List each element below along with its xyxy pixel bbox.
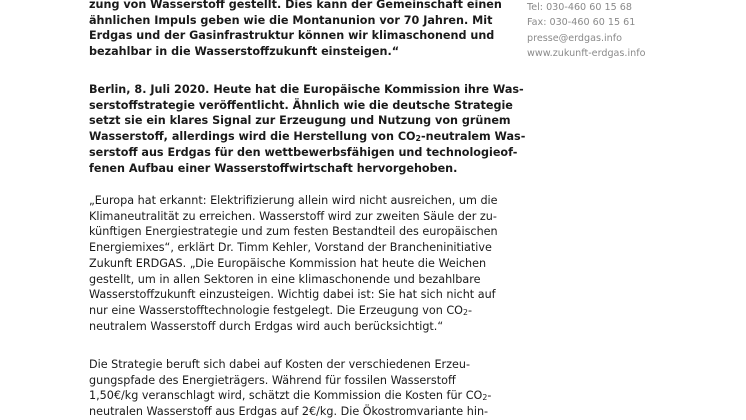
contact-fax: Fax: 030-460 60 15 61 xyxy=(527,17,636,29)
body-line: Energiemixes“, erklärt Dr. Timm Kehler, Vorstand der Brancheninitiative xyxy=(89,241,492,255)
body-paragraph xyxy=(89,193,509,334)
body-line: neutralem Wasserstoff durch Erdgas wird auch berücksichtigt.“ xyxy=(89,319,444,333)
quote-line: Erdgas und der Gasinfrastruktur können wir klimaschonend und xyxy=(89,29,495,43)
lead-text: -neutralem Was- xyxy=(421,130,526,144)
lead-text: Wasserstoff, allerdings wird die Herstellung von CO xyxy=(89,130,416,144)
body-line xyxy=(89,303,509,319)
body-text: - xyxy=(467,303,473,317)
contact-website[interactable]: www.zukunft-erdgas.info xyxy=(527,48,646,60)
contact-email[interactable]: presse@erdgas.info xyxy=(527,32,622,44)
lead-line: setzt sie ein klares Signal zur Erzeugung und Nutzung von grünem xyxy=(89,114,511,128)
quote-line: ähnlichen Impuls geben wie die Montanunion vor 70 Jahren. Mit xyxy=(89,13,493,27)
body-text: nur eine Wasserstofftechnologie festgelegt. Die Erzeugung von CO xyxy=(89,303,463,317)
lead-line: fenen Aufbau einer Wasserstoffwirtschaft hervorgehoben. xyxy=(89,161,458,175)
lead-paragraph xyxy=(89,82,526,176)
body-line: Wasserstoffzukunft einzusteigen. Wichtig dabei ist: Sie hat sich nicht auf xyxy=(89,288,496,302)
body-line: Die Strategie beruft sich dabei auf Kosten der verschiedenen Erzeu- xyxy=(89,358,470,371)
body-line xyxy=(89,388,509,404)
lead-line: serstoff aus Erdgas für den wettbewerbsfähigen und technologieof- xyxy=(89,145,518,159)
body-text: 1,50€/kg veranschlagt wird, schätzt die Kommission die Kosten für CO xyxy=(89,389,483,403)
body-line: Klimaneutralität zu erreichen. Wasserstoff wird zur zweiten Säule der zu- xyxy=(89,209,497,223)
contact-info xyxy=(527,0,737,62)
body-line: künftigen Energiestrategie und zum festen Bestandteil des europäischen xyxy=(89,225,498,239)
quote-line: bezahlbar in die Wasserstoffzukunft einsteigen.“ xyxy=(89,45,400,59)
lead-line: Berlin, 8. Juli 2020. Heute hat die Europäische Kommission ihre Was- xyxy=(89,83,524,96)
subscript: 2 xyxy=(415,134,421,144)
lead-line: serstoffstrategie veröffentlicht. Ähnlich wie die deutsche Strategie xyxy=(89,98,513,112)
lead-line xyxy=(89,129,526,145)
body-line: neutralen Wasserstoff aus Erdgas auf 2€/kg. Die Ökostromvariante hin- xyxy=(89,405,489,419)
body-line: gungspfade des Energieträgers. Während für fossilen Wasserstoff xyxy=(89,373,456,387)
body-line: „Europa hat erkannt: Elektrifizierung allein wird nicht ausreichen, um die xyxy=(89,194,498,207)
body-text: - xyxy=(487,389,492,403)
subscript: 2 xyxy=(482,393,488,403)
body-line: Zukunft ERDGAS. „Die Europäische Kommission hat heute die Weichen xyxy=(89,256,487,270)
body-paragraph xyxy=(89,357,509,420)
quote-block xyxy=(89,0,509,60)
quote-line: zung von Wasserstoff gestellt. Dies kann der Gemeinschaft einen xyxy=(89,0,502,11)
body-line: gestellt, um in allen Sektoren in eine klimaschonende und bezahlbare xyxy=(89,272,481,286)
subscript: 2 xyxy=(462,308,468,318)
contact-tel: Tel: 030-460 60 15 68 xyxy=(527,2,632,13)
